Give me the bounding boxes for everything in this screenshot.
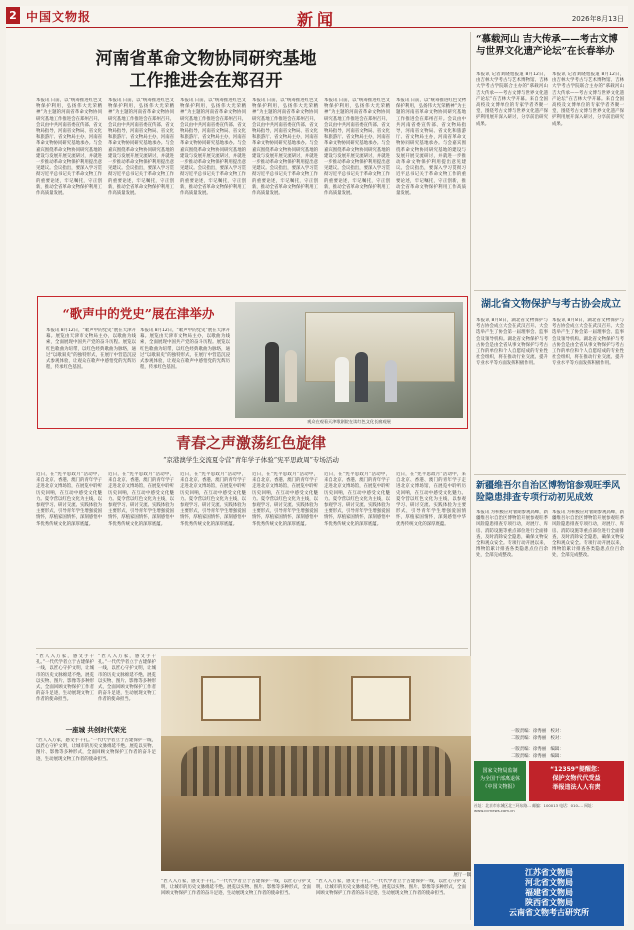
right-mid-headline: 湖北省文物保护与考古协会成立 xyxy=(481,299,621,310)
newspaper-page xyxy=(6,6,628,924)
editor-line-1: 一版责编：徐秀丽 校对： xyxy=(511,729,564,734)
editor-line-2: 二版责编：徐秀丽 校对： xyxy=(511,736,564,741)
right-top-body-col2: 本报讯 记者刘晓旭报道 8月12日，由吉林大学考古与艺术博物馆、吉林大学考古学院联合主办的“慕载河山 吉大传承——考古文博与世界文化遗产论坛”在吉林大学开幕。来自全国高校及文博单位的专家学者齐聚一堂，围绕考古文博与世界文化遗产保护利用展开深入研讨，分享前沿研究成果。 xyxy=(552,72,624,127)
right-lower-body-col2: 本报讯 为积极应对暑期参观高峰，新疆维吾尔自治区博物馆开展参观旺季风险隐患排查专项行动，对展厅、库房、消防设施等重点部位进行全面排查，及时消除安全隐患，确保文物安全和观众安全。专项行动开展以来，博物馆累计排查各类隐患点位百余处，全部完成整改。 xyxy=(552,510,624,559)
paper-info-block: 社址：北京市东城区北三环东路… 邮编：100013 电话：010-… 网址：www.ccrnews.com.cn xyxy=(474,803,596,813)
main-article-col1: 本报讯 日前，以“统筹推进红色文物保护利用，弘扬伟大光荣精神”为主题的河南省革命文物协同研究基地工作推进会在郑州召开。会议由中共河南省委宣传部、省文物局指导，河南省文物局、省文化和旅游厅、省文物局主办，河南省革命文物协同研究基地承办。与会嘉宾围绕革命文物协同研究基地的建设与发展开展交流研讨，并就进一步推动革命文物保护利用提出意见建议。会议指出，要深入学习贯彻习近平总书记关于革命文物工作的重要论述，牢记嘱托，守正创新，推动全省革命文物保护利用工作高质量发展。 xyxy=(36,98,102,197)
bottom-left-headline: 一座城 共创时代荣光 xyxy=(65,726,127,734)
bottom-left-body-top2: “匠人入万家，感文手千孔。”一代代学者立于古建保护一线，以匠心守护文明，让城市的历史文脉绵延不绝。展览以实物、图片、影像等多种形式，全面回顾文物保护工作者的奋斗足迹，生动展现文物工作者的使命担当。 xyxy=(98,654,156,703)
youth-headline: 青春之声激荡红色旋律 xyxy=(175,434,326,452)
bottom-middle-body-col2: “匠人入万家，感文手千孔。”一代代学者立于古建保护一线，以匠心守护文明，让城市的历史文脉绵延不绝。展览以实物、图片、影像等多种形式，全面回顾文物保护工作者的奋斗足迹，生动展现文物工作者的使命担当。 xyxy=(316,879,466,897)
masthead xyxy=(6,6,628,28)
right-divider-2 xyxy=(474,474,626,475)
right-lower-headline: 新疆维吾尔自治区博物馆参观旺季风险隐患排查专项行动初见成效 xyxy=(476,481,621,503)
main-article-col5: 本报讯 日前，以“统筹推进红色文物保护利用，弘扬伟大光荣精神”为主题的河南省革命文物协同研究基地工作推进会在郑州召开。会议由中共河南省委宣传部、省文物局指导，河南省文物局、省文化和旅游厅、省文物局主办，河南省革命文物协同研究基地承办。与会嘉宾围绕革命文物协同研究基地的建设与发展开展交流研讨，并就进一步推动革命文物保护利用提出意见建议。会议指出，要深入学习贯彻习近平总书记关于革命文物工作的重要论述，牢记嘱托，守正创新，推动全省革命文物保护利用工作高质量发展。 xyxy=(324,98,390,197)
editor-line-4: 二版责编：徐秀丽 编辑： xyxy=(511,754,564,759)
right-top-headline: “慕载河山 吉大传承——考古文博与世界文化遗产论坛”在长春举办 xyxy=(476,34,618,57)
youth-body-col1: 近日，在“宪平思政月”活动中，来自北京、香港、澳门的青年学子走进北京文博场馆，在展览中聆听历史回响，在互动中感受文化魅力。夏令营以红色文化为主线，以参观学习、研讨交流、实践体验为主要形式，引导青年学生增强爱国情怀，厚植家国情怀，深刻感悟中华优秀传统文化的深厚底蕴。 xyxy=(36,472,102,527)
blue-subscription-ad xyxy=(474,864,624,926)
blue-ad-line5: 云南省文物考古研究所 xyxy=(509,908,589,917)
red-ad xyxy=(529,761,624,801)
blue-ad-line3: 福建省文物局 xyxy=(525,888,573,897)
section-divider xyxy=(36,648,468,649)
paper-name: 中国文物报 xyxy=(26,10,92,24)
feature-body-col1: 本报讯 8月12日，“歌声中的党史”展在天津开幕。展览由天津市文物局主办，以歌曲为线索，全面展现中国共产党的奋斗历程。展览以红色歌曲为纽带，以红色经典歌曲为脉络，通过“以歌叙史”的独特形式，在展厅中营造沉浸式参观体验，让观众在歌声中感悟党的光辉历程，传承红色基因。 xyxy=(46,328,136,371)
main-headline-line1: 河南省革命文物协同研究基地 xyxy=(95,49,317,69)
main-headline xyxy=(36,48,376,92)
youth-body-col2: 近日，在“宪平思政月”活动中，来自北京、香港、澳门的青年学子走进北京文博场馆，在展览中聆听历史回响，在互动中感受文化魅力。夏令营以红色文化为主线，以参观学习、研讨交流、实践体验为主要形式，引导青年学生增强爱国情怀，厚植家国情怀，深刻感悟中华优秀传统文化的深厚底蕴。 xyxy=(108,472,174,527)
right-divider-1 xyxy=(474,290,626,291)
bottom-middle-body-col1: “匠人入万家，感文手千孔。”一代代学者立于古建保护一线，以匠心守护文明，让城市的历史文脉绵延不绝。展览以实物、图片、影像等多种形式，全面回顾文物保护工作者的奋斗足迹，生动展现文物工作者的使命担当。 xyxy=(161,879,311,897)
green-ad-line2: 为全国干部离退休 xyxy=(479,776,520,782)
green-ad-line1: 国家文物局监制 xyxy=(482,768,518,774)
bottom-left-body: “匠人入万家，感文手千孔。”一代代学者立于古建保护一线，以匠心守护文明，让城市的历史文脉绵延不绝。展览以实物、图片、影像等多种形式，全面回顾文物保护工作者的奋斗足迹，生动展现文物工作者的使命担当。 xyxy=(36,738,156,762)
main-headline-line2: 工作推进会在郑召开 xyxy=(129,71,283,91)
page-number: 2 xyxy=(6,7,20,24)
photo-caption: 观众在观看天津歌剧院在读红色文化长廊观展 xyxy=(307,419,391,424)
right-mid-body-col2: 本报讯 8月8日，湖北省文物保护与考古协会成立大会在武汉召开。大会选举产生了协会第一届理事会、监事会及领导机构。湖北省文物保护与考古协会是由全省从事文物保护与考古工作的单位和个人自愿结成的专业性社会组织，将在推动行业交流、提升专业水平等方面发挥积极作用。 xyxy=(552,318,624,367)
main-article-col4: 本报讯 日前，以“统筹推进红色文物保护利用，弘扬伟大光荣精神”为主题的河南省革命文物协同研究基地工作推进会在郑州召开。会议由中共河南省委宣传部、省文物局指导，河南省文物局、省文化和旅游厅、省文物局主办，河南省革命文物协同研究基地承办。与会嘉宾围绕革命文物协同研究基地的建设与发展开展交流研讨，并就进一步推动革命文物保护利用提出意见建议。会议指出，要深入学习贯彻习近平总书记关于革命文物工作的重要论述，牢记嘱托，守正创新，推动全省革命文物保护利用工作高质量发展。 xyxy=(252,98,318,197)
feature-body-col2: 本报讯 8月12日，“歌声中的党史”展在天津开幕。展览由天津市文物局主办，以歌曲为线索，全面展现中国共产党的奋斗历程。展览以红色歌曲为纽带，以红色经典歌曲为脉络，通过“以歌叙史”的独特形式，在展厅中营造沉浸式参观体验，让观众在歌声中感悟党的光辉历程，传承红色基因。 xyxy=(140,328,230,371)
youth-body-col6: 近日，在“宪平思政月”活动中，来自北京、香港、澳门的青年学子走进北京文博场馆，在展览中聆听历史回响，在互动中感受文化魅力。夏令营以红色文化为主线，以参观学习、研讨交流、实践体验为主要形式，引导青年学生增强爱国情怀，厚植家国情怀，深刻感悟中华优秀传统文化的深厚底蕴。 xyxy=(396,472,466,527)
right-mid-body-col1: 本报讯 8月8日，湖北省文物保护与考古协会成立大会在武汉召开。大会选举产生了协会第一届理事会、监事会及领导机构。湖北省文物保护与考古协会是由全省从事文物保护与考古工作的单位和个人自愿结成的专业性社会组织，将在推动行业交流、提升专业水平等方面发挥积极作用。 xyxy=(476,318,548,367)
exhibition-hall-photo xyxy=(161,656,471,871)
red-ad-line3: 举报违法人人有责 xyxy=(552,784,601,791)
youth-body-col4: 近日，在“宪平思政月”活动中，来自北京、香港、澳门的青年学子走进北京文博场馆，在展览中聆听历史回响，在互动中感受文化魅力。夏令营以红色文化为主线，以参观学习、研讨交流、实践体验为主要形式，引导青年学生增强爱国情怀，厚植家国情怀，深刻感悟中华优秀传统文化的深厚底蕴。 xyxy=(252,472,318,527)
blue-ad-line1: 江苏省文物局 xyxy=(525,868,573,877)
bottom-left-body-top1: “匠人入万家，感文手千孔。”一代代学者立于古建保护一线，以匠心守护文明，让城市的历史文脉绵延不绝。展览以实物、图片、影像等多种形式，全面回顾文物保护工作者的奋斗足迹，生动展现文物工作者的使命担当。 xyxy=(36,654,94,703)
hall-photo-caption: 展厅一隅 xyxy=(453,873,471,878)
youth-subheadline: “京港澳学生交流夏令营”青年学子体验“宪平思政周”专场活动 xyxy=(163,456,339,464)
main-article-col2: 本报讯 日前，以“统筹推进红色文物保护利用，弘扬伟大光荣精神”为主题的河南省革命文物协同研究基地工作推进会在郑州召开。会议由中共河南省委宣传部、省文物局指导，河南省文物局、省文化和旅游厅、省文物局主办，河南省革命文物协同研究基地承办。与会嘉宾围绕革命文物协同研究基地的建设与发展开展交流研讨，并就进一步推动革命文物保护利用提出意见建议。会议指出，要深入学习贯彻习近平总书记关于革命文物工作的重要论述，牢记嘱托，守正创新，推动全省革命文物保护利用工作高质量发展。 xyxy=(108,98,174,197)
blue-ad-line4: 陕西省文物局 xyxy=(525,898,573,907)
publication-date: 2026年8月13日 xyxy=(571,15,624,23)
right-top-body-col1: 本报讯 记者刘晓旭报道 8月12日，由吉林大学考古与艺术博物馆、吉林大学考古学院联合主办的“慕载河山 吉大传承——考古文博与世界文化遗产论坛”在吉林大学开幕。来自全国高校及文博单位的专家学者齐聚一堂，围绕考古文博与世界文化遗产保护利用展开深入研讨，分享前沿研究成果。 xyxy=(476,72,548,127)
main-article-col3: 本报讯 日前，以“统筹推进红色文物保护利用，弘扬伟大光荣精神”为主题的河南省革命文物协同研究基地工作推进会在郑州召开。会议由中共河南省委宣传部、省文物局指导，河南省文物局、省文化和旅游厅、省文物局主办，河南省革命文物协同研究基地承办。与会嘉宾围绕革命文物协同研究基地的建设与发展开展交流研讨，并就进一步推动革命文物保护利用提出意见建议。会议指出，要深入学习贯彻习近平总书记关于革命文物工作的重要论述，牢记嘱托，守正创新，推动全省革命文物保护利用工作高质量发展。 xyxy=(180,98,246,197)
main-article-col6: 本报讯 日前，以“统筹推进红色文物保护利用，弘扬伟大光荣精神”为主题的河南省革命文物协同研究基地工作推进会在郑州召开。会议由中共河南省委宣传部、省文物局指导，河南省文物局、省文化和旅游厅、省文物局主办，河南省革命文物协同研究基地承办。与会嘉宾围绕革命文物协同研究基地的建设与发展开展交流研讨，并就进一步推动革命文物保护利用提出意见建议。会议指出，要深入学习贯彻习近平总书记关于革命文物工作的重要论述，牢记嘱托，守正创新，推动全省革命文物保护利用工作高质量发展。 xyxy=(396,98,466,197)
section-title: 新闻 xyxy=(297,10,338,29)
youth-body-col5: 近日，在“宪平思政月”活动中，来自北京、香港、澳门的青年学子走进北京文博场馆，在展览中聆听历史回响，在互动中感受文化魅力。夏令营以红色文化为主线，以参观学习、研讨交流、实践体验为主要形式，引导青年学生增强爱国情怀，厚植家国情怀，深刻感悟中华优秀传统文化的深厚底蕴。 xyxy=(324,472,390,527)
exhibition-photo xyxy=(235,302,463,418)
blue-ad-line2: 河北省文物局 xyxy=(525,878,573,887)
editor-line-3: 一版责编：徐秀丽 编辑： xyxy=(511,747,564,752)
green-ad xyxy=(474,761,526,801)
green-ad-line3: 《中国文物报》 xyxy=(482,784,518,790)
youth-body-col3: 近日，在“宪平思政月”活动中，来自北京、香港、澳门的青年学子走进北京文博场馆，在展览中聆听历史回响，在互动中感受文化魅力。夏令营以红色文化为主线，以参观学习、研讨交流、实践体验为主要形式，引导青年学生增强爱国情怀，厚植家国情怀，深刻感悟中华优秀传统文化的深厚底蕴。 xyxy=(180,472,246,527)
feature-headline: “歌声中的党史”展在津举办 xyxy=(62,306,215,321)
red-ad-line2: 保护文物代代受益 xyxy=(552,775,601,782)
red-ad-line1: “12359”提醒您： xyxy=(550,766,603,773)
right-lower-body-col1: 本报讯 为积极应对暑期参观高峰，新疆维吾尔自治区博物馆开展参观旺季风险隐患排查专项行动，对展厅、库房、消防设施等重点部位进行全面排查，及时消除安全隐患，确保文物安全和观众安全。专项行动开展以来，博物馆累计排查各类隐患点位百余处，全部完成整改。 xyxy=(476,510,548,559)
